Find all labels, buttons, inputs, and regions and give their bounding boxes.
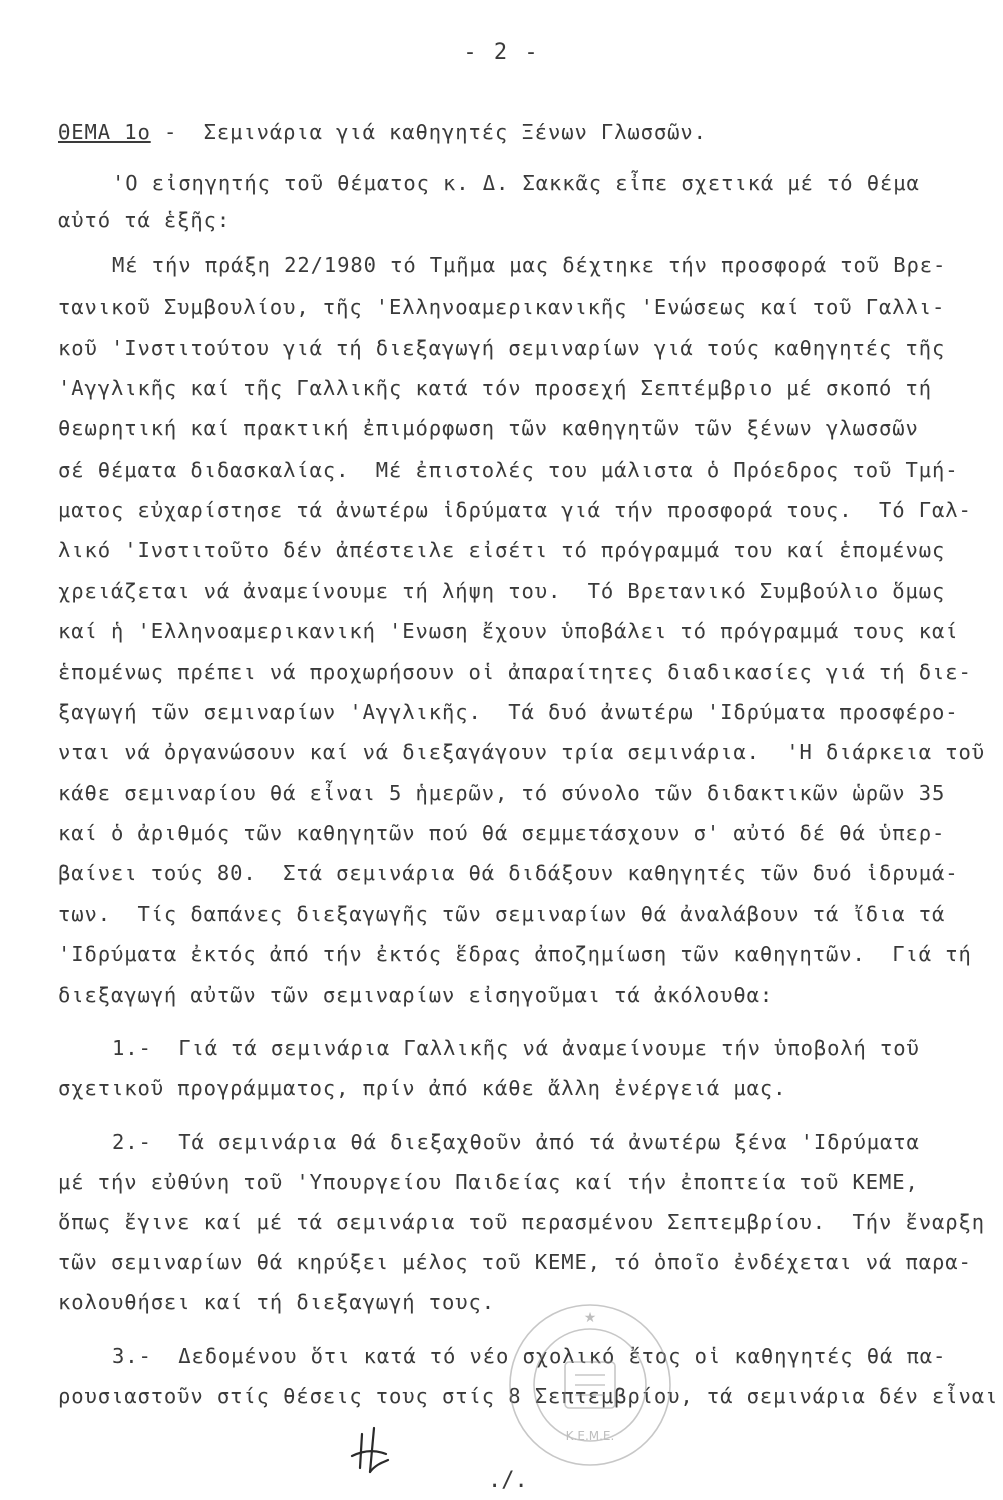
list-item-line: 2.- Τά σεμινάρια θά διεξαχθοῦν ἀπό τά ἀνωτέρω ξένα 'Ιδρύματα bbox=[112, 1130, 920, 1154]
paragraph-line: τανικοῦ Συμβουλίου, τῆς 'Ελληνοαμερικανικῆς 'Ενώσεως καί τοῦ Γαλλι- bbox=[58, 295, 946, 319]
list-item-line: σχετικοῦ προγράμματος, πρίν ἀπό κάθε ἄλλη ἐνέργειά μας. bbox=[58, 1076, 787, 1100]
paragraph-line: λικό 'Ινστιτοῦτο δέν ἀπέστειλε εἰσέτι τό πρόγραμμά του καί ἑπομένως bbox=[58, 538, 946, 562]
continuation-mark: ./. bbox=[488, 1468, 528, 1493]
paragraph-line: ματος εὐχαρίστησε τά ἀνωτέρω ἱδρύματα γιά τήν προσφορά τους. Τό Γαλ- bbox=[58, 498, 972, 522]
paragraph-line: χρειάζεται νά ἀναμείνουμε τή λήψη του. Τό Βρετανικό Συμβούλιο ὅμως bbox=[58, 579, 946, 603]
svg-text:Κ.Ε.Μ.Ε.: Κ.Ε.Μ.Ε. bbox=[565, 1429, 615, 1443]
paragraph-line: καί ἡ 'Ελληνοαμερικανική 'Ενωση ἔχουν ὑποβάλει τό πρόγραμμά τους καί bbox=[58, 619, 959, 643]
list-item-line: 3.- Δεδομένου ὅτι κατά τό νέο σχολικό ἔτος οἱ καθηγητές θά πα- bbox=[112, 1344, 947, 1368]
paragraph-line: ἑπομένως πρέπει νά προχωρήσουν οἱ ἀπαραίτητες διαδικασίες γιά τή διε- bbox=[58, 660, 972, 684]
paragraph-line: θεωρητική καί πρακτική ἐπιμόρφωση τῶν καθηγητῶν τῶν ξένων γλωσσῶν bbox=[58, 416, 919, 440]
list-item-line: τῶν σεμιναρίων θά κηρύξει μέλος τοῦ ΚΕΜΕ, τό ὁποῖο ἐνδέχεται νά παρα- bbox=[58, 1250, 972, 1274]
topic-title: - Σεμινάρια γιά καθηγητές Ξένων Γλωσσῶν. bbox=[150, 120, 707, 144]
paragraph-line: 'Αγγλικῆς καί τῆς Γαλλικῆς κατά τόν προσεχή Σεπτέμβριο μέ σκοπό τή bbox=[58, 376, 932, 400]
paragraph-line: 'Ιδρύματα ἐκτός ἀπό τήν ἐκτός ἕδρας ἀποζημίωση τῶν καθηγητῶν. Γιά τή bbox=[58, 942, 972, 966]
official-stamp bbox=[505, 1300, 675, 1470]
paragraph-line: κοῦ 'Ινστιτούτου γιά τή διεξαγωγή σεμιναρίων γιά τούς καθηγητές τῆς bbox=[58, 336, 946, 360]
paragraph-line: 'Ο εἰσηγητής τοῦ θέματος κ. Δ. Σακκᾶς εἶπε σχετικά μέ τό θέμα bbox=[112, 171, 920, 195]
paragraph-line: Μέ τήν πράξη 22/1980 τό Τμῆμα μας δέχτηκε τήν προσφορά τοῦ Βρε- bbox=[112, 253, 947, 277]
svg-text:★: ★ bbox=[583, 1310, 597, 1326]
list-item-line: ρουσιαστοῦν στίς θέσεις τους στίς 8 Σεπτεμβρίου, τά σεμινάρια δέν εἶναι bbox=[58, 1384, 999, 1408]
topic-heading bbox=[58, 122, 707, 143]
handwritten-signature bbox=[340, 1420, 460, 1490]
paragraph-line: των. Τίς δαπάνες διεξαγωγῆς τῶν σεμιναρίων θά ἀναλάβουν τά ἴδια τά bbox=[58, 902, 946, 926]
paragraph-line: κάθε σεμιναρίου θά εἶναι 5 ἡμερῶν, τό σύνολο τῶν διδακτικῶν ὡρῶν 35 bbox=[58, 781, 946, 805]
paragraph-line: διεξαγωγή αὐτῶν τῶν σεμιναρίων εἰσηγοῦμαι τά ἀκόλουθα: bbox=[58, 983, 774, 1007]
list-item-line: ὅπως ἔγινε καί μέ τά σεμινάρια τοῦ περασμένου Σεπτεμβρίου. Τήν ἔναρξη bbox=[58, 1210, 985, 1234]
paragraph-line: σέ θέματα διδασκαλίας. Μέ ἐπιστολές του μάλιστα ὁ Πρόεδρος τοῦ Τμή- bbox=[58, 458, 959, 482]
list-item-line: μέ τήν εὐθύνη τοῦ 'Υπουργείου Παιδείας καί τήν ἐποπτεία τοῦ ΚΕΜΕ, bbox=[58, 1170, 919, 1194]
paragraph-line: ξαγωγή τῶν σεμιναρίων 'Αγγλικῆς. Τά δυό ἀνωτέρω 'Ιδρύματα προσφέρο- bbox=[58, 700, 959, 724]
paragraph-line: καί ὁ ἀριθμός τῶν καθηγητῶν πού θά σεμμετάσχουν σ' αὐτό δέ θά ὑπερ- bbox=[58, 821, 946, 845]
paragraph-line: νται νά ὀργανώσουν καί νά διεξαγάγουν τρία σεμινάρια. 'Η διάρκεια τοῦ bbox=[58, 740, 985, 764]
page-number: - 2 - bbox=[463, 40, 540, 65]
list-item-line: 1.- Γιά τά σεμινάρια Γαλλικῆς νά ἀναμείνουμε τήν ὑποβολή τοῦ bbox=[112, 1036, 920, 1060]
list-item-line: κολουθήσει καί τή διεξαγωγή τους. bbox=[58, 1290, 495, 1314]
paragraph-line: αὐτό τά ἑξῆς: bbox=[58, 208, 231, 232]
paragraph-line: βαίνει τούς 80. Στά σεμινάρια θά διδάξουν καθηγητές τῶν δυό ἱδρυμά- bbox=[58, 861, 959, 885]
topic-label: ΘΕΜΑ 1ο bbox=[58, 120, 151, 144]
